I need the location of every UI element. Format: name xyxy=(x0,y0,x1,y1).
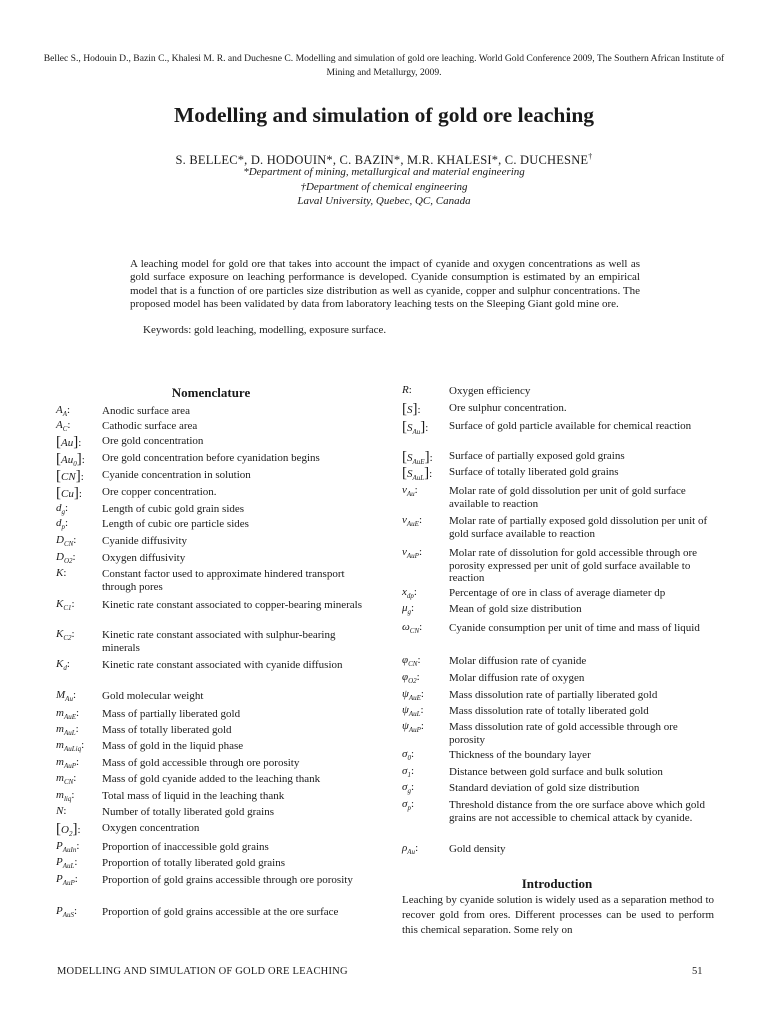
introduction-text: Leaching by cyanide solution is widely used as a separation method to recover gold from ores. Different processes can be used to perform this chemical separation. Some rely on xyxy=(402,894,714,936)
nomenclature-left-symbol: $K_d$: xyxy=(56,658,70,673)
nomenclature-left-symbol: $[O_2]$: xyxy=(56,821,81,839)
nomenclature-left-symbol: $m_{AuP}$: xyxy=(56,756,80,771)
nomenclature-right-symbol: $x_{dp}$: xyxy=(402,586,417,601)
nomenclature-left-symbol: [Cu]: xyxy=(56,485,82,501)
nomenclature-right-symbol: [S]: xyxy=(402,401,421,417)
nomenclature-left-symbol: $A_A$: xyxy=(56,404,71,419)
nomenclature-right-description: Standard deviation of gold size distribution xyxy=(449,782,640,794)
nomenclature-right-description: Threshold distance from the ore surface above which gold grains are not accessible to chemical attack by cyanide. xyxy=(449,799,705,824)
nomenclature-right-symbol: $\psi_{AuE}$: xyxy=(402,688,424,703)
nomenclature-right-description: Molar diffusion rate of cyanide xyxy=(449,655,587,667)
nomenclature-left-symbol: $m_{AuL}$: xyxy=(56,723,79,738)
nomenclature-left-description: Length of cubic ore particle sides xyxy=(102,518,249,530)
nomenclature-right-description: Mass dissolution rate of gold accessible through ore porosity xyxy=(449,721,678,746)
nomenclature-right-symbol: $v_{AuE}$: xyxy=(402,514,423,529)
dagger-mark: † xyxy=(588,152,593,161)
affiliation-3: Laval University, Quebec, QC, Canada xyxy=(297,195,471,207)
nomenclature-left-description: Constant factor used to approximate hindered transport through pores xyxy=(102,568,345,593)
nomenclature-right-description: Molar rate of gold dissolution per unit of gold surface available to reaction xyxy=(449,485,686,510)
nomenclature-left-description: Proportion of totally liberated gold grains xyxy=(102,857,285,869)
nomenclature-right-symbol: $\varphi_{O2}$: xyxy=(402,671,420,686)
nomenclature-right-description: Surface of totally liberated gold grains xyxy=(449,466,619,478)
nomenclature-left-description: Oxygen diffusivity xyxy=(102,552,186,564)
nomenclature-right-symbol: $v_{Au}$: xyxy=(402,484,418,499)
nomenclature-left-description: Proportion of gold grains accessible at the ore surface xyxy=(102,906,339,918)
nomenclature-left-symbol: $A_C$: xyxy=(56,419,71,434)
nomenclature-left-description: Kinetic rate constant associated to copper-bearing minerals xyxy=(102,599,363,611)
nomenclature-right-symbol: $\psi_{AuL}$: xyxy=(402,704,424,719)
nomenclature-left-description: Cyanide concentration in solution xyxy=(102,469,251,481)
nomenclature-left-symbol: $P_{AuL}$: xyxy=(56,856,78,871)
nomenclature-right-description: Mean of gold size distribution xyxy=(449,603,582,615)
nomenclature-right-description: Mass dissolution rate of partially liberated gold xyxy=(449,689,658,701)
nomenclature-right-symbol: $[S_{AuL}]$: xyxy=(402,465,433,483)
nomenclature-right-description: Percentage of ore in class of average diameter dp xyxy=(449,587,666,599)
nomenclature-left-symbol: $P_{AuP}$: xyxy=(56,873,78,888)
nomenclature-right-symbol: $\sigma_1$: xyxy=(402,765,414,780)
nomenclature-left-symbol: $K_{C2}$: xyxy=(56,628,75,643)
paper-title: Modelling and simulation of gold ore leaching xyxy=(173,103,595,127)
nomenclature-right-symbol: $\omega_{CN}$: xyxy=(402,621,423,636)
nomenclature-right-symbol: $[S_{AuE}]$: xyxy=(402,449,433,467)
nomenclature-left-symbol: [CN]: xyxy=(56,468,84,484)
nomenclature-left-symbol: N: xyxy=(56,805,67,817)
keywords: Keywords: gold leaching, modelling, exposure surface. xyxy=(143,324,387,336)
nomenclature-left-symbol: K: xyxy=(56,567,67,579)
nomenclature-right-description: Gold density xyxy=(449,843,506,855)
page-number: 51 xyxy=(692,966,703,977)
nomenclature-right-description: Molar diffusion rate of oxygen xyxy=(449,672,585,684)
nomenclature-left-description: Gold molecular weight xyxy=(102,690,204,702)
abstract: A leaching model for gold ore that takes into account the impact of cyanide and oxygen concentrations as well as gold surface exposure on leaching performance is developed. Cyanide consumption is estimated by an empirical model that is a function of ore particles size distribution as well as cyanide, copper and sulphur concentrations. The proposed model has been validated by data from laboratory leaching tests on the Sleeping Giant gold mine ore. xyxy=(130,258,640,311)
nomenclature-left-description: Ore gold concentration before cyanidation begins xyxy=(102,452,320,464)
nomenclature-left-description: Proportion of inaccessible gold grains xyxy=(102,841,269,853)
nomenclature-right-symbol: $\varphi_{CN}$: xyxy=(402,654,421,669)
nomenclature-left-description: Number of totally liberated gold grains xyxy=(102,806,274,818)
nomenclature-left-symbol: $m_{AuLiq}$: xyxy=(56,739,85,754)
nomenclature-left-description: Cyanide diffusivity xyxy=(102,535,188,547)
nomenclature-left-symbol: [Au]: xyxy=(56,434,82,450)
nomenclature-left-symbol: $d_g$: xyxy=(56,502,69,517)
nomenclature-left-description: Kinetic rate constant associated with sulphur-bearing minerals xyxy=(102,629,336,654)
introduction-heading: Introduction xyxy=(521,876,593,891)
nomenclature-right-symbol: $\sigma_p$: xyxy=(402,798,414,813)
nomenclature-right-description: Molar rate of dissolution for gold accessible through ore porosity expressed per unit of gold surface available to reaction xyxy=(449,547,698,585)
nomenclature-right-symbol: $\mu_g$: xyxy=(402,602,415,617)
nomenclature-left-symbol: $d_p$: xyxy=(56,517,69,532)
nomenclature-left-symbol: $P_{AuS}$: xyxy=(56,905,78,920)
nomenclature-right-symbol: $\rho_{Au}$: xyxy=(402,842,419,857)
nomenclature-right-symbol: $\sigma_0$: xyxy=(402,748,414,763)
nomenclature-right-symbol: $\sigma_g$: xyxy=(402,781,414,796)
nomenclature-left-description: Total mass of liquid in the leaching thank xyxy=(102,790,285,802)
affiliation-2: †Department of chemical engineering xyxy=(300,181,468,193)
nomenclature-left-description: Ore copper concentration. xyxy=(102,486,217,498)
citation-header: Bellec S., Hodouin D., Bazin C., Khalesi M. R. and Duchesne C. Modelling and simulation of gold ore leaching. World Gold Conference 2009, The Southern African Institute of Mining and Metallurgy, 2009. xyxy=(43,53,725,78)
nomenclature-right-description: Surface of partially exposed gold grains xyxy=(449,450,625,462)
nomenclature-left-description: Cathodic surface area xyxy=(102,420,198,432)
nomenclature-heading: Nomenclature xyxy=(171,385,251,400)
nomenclature-left-symbol: $D_{O2}$: xyxy=(56,551,76,566)
nomenclature-left-description: Mass of gold accessible through ore porosity xyxy=(102,757,300,769)
nomenclature-left-description: Mass of totally liberated gold xyxy=(102,724,232,736)
nomenclature-right-symbol: $v_{AuP}$: xyxy=(402,546,423,561)
nomenclature-left-description: Ore gold concentration xyxy=(102,435,204,447)
nomenclature-left-symbol: $m_{AuE}$: xyxy=(56,707,80,722)
running-title: MODELLING AND SIMULATION OF GOLD ORE LEACHING xyxy=(57,966,348,977)
nomenclature-right-description: Mass dissolution rate of totally liberated gold xyxy=(449,705,649,717)
nomenclature-left-description: Length of cubic gold grain sides xyxy=(102,503,245,515)
nomenclature-left-symbol: $m_{CN}$: xyxy=(56,772,77,787)
nomenclature-left-description: Oxygen concentration xyxy=(102,822,200,834)
nomenclature-right-symbol: $\psi_{AuP}$: xyxy=(402,720,424,735)
authors-text: S. BELLEC*, D. HODOUIN*, C. BAZIN*, M.R. KHALESI*, C. DUCHESNE xyxy=(175,153,589,168)
nomenclature-right-description: Oxygen efficiency xyxy=(449,385,531,397)
nomenclature-right-description: Distance between gold surface and bulk solution xyxy=(449,766,663,778)
nomenclature-right-description: Surface of gold particle available for chemical reaction xyxy=(449,420,692,432)
nomenclature-left-symbol: $D_{CN}$: xyxy=(56,534,77,549)
nomenclature-left-description: Anodic surface area xyxy=(102,405,190,417)
nomenclature-left-description: Mass of partially liberated gold xyxy=(102,708,241,720)
nomenclature-left-description: Kinetic rate constant associated with cyanide diffusion xyxy=(102,659,343,671)
nomenclature-left-symbol: $M_{Au}$: xyxy=(56,689,77,704)
nomenclature-left-description: Mass of gold cyanide added to the leaching thank xyxy=(102,773,321,785)
nomenclature-left-description: Proportion of gold grains accessible through ore porosity xyxy=(102,874,353,886)
nomenclature-right-description: Thickness of the boundary layer xyxy=(449,749,591,761)
nomenclature-left-symbol: $m_{liq}$: xyxy=(56,789,75,804)
affiliation-1: *Department of mining, metallurgical and material engineering xyxy=(243,166,525,178)
nomenclature-right-description: Ore sulphur concentration. xyxy=(449,402,567,414)
nomenclature-right-description: Molar rate of partially exposed gold dissolution per unit of gold surface available to reaction xyxy=(449,515,708,540)
nomenclature-left-symbol: $[Au_0]$: xyxy=(56,451,85,469)
nomenclature-right-symbol: R: xyxy=(402,384,412,396)
nomenclature-left-description: Mass of gold in the liquid phase xyxy=(102,740,244,752)
nomenclature-right-symbol: $[S_{Au}]$: xyxy=(402,419,429,437)
nomenclature-left-symbol: $K_{C1}$: xyxy=(56,598,75,613)
nomenclature-right-description: Cyanide consumption per unit of time and mass of liquid xyxy=(449,622,700,634)
nomenclature-left-symbol: $P_{AuIn}$: xyxy=(56,840,80,855)
